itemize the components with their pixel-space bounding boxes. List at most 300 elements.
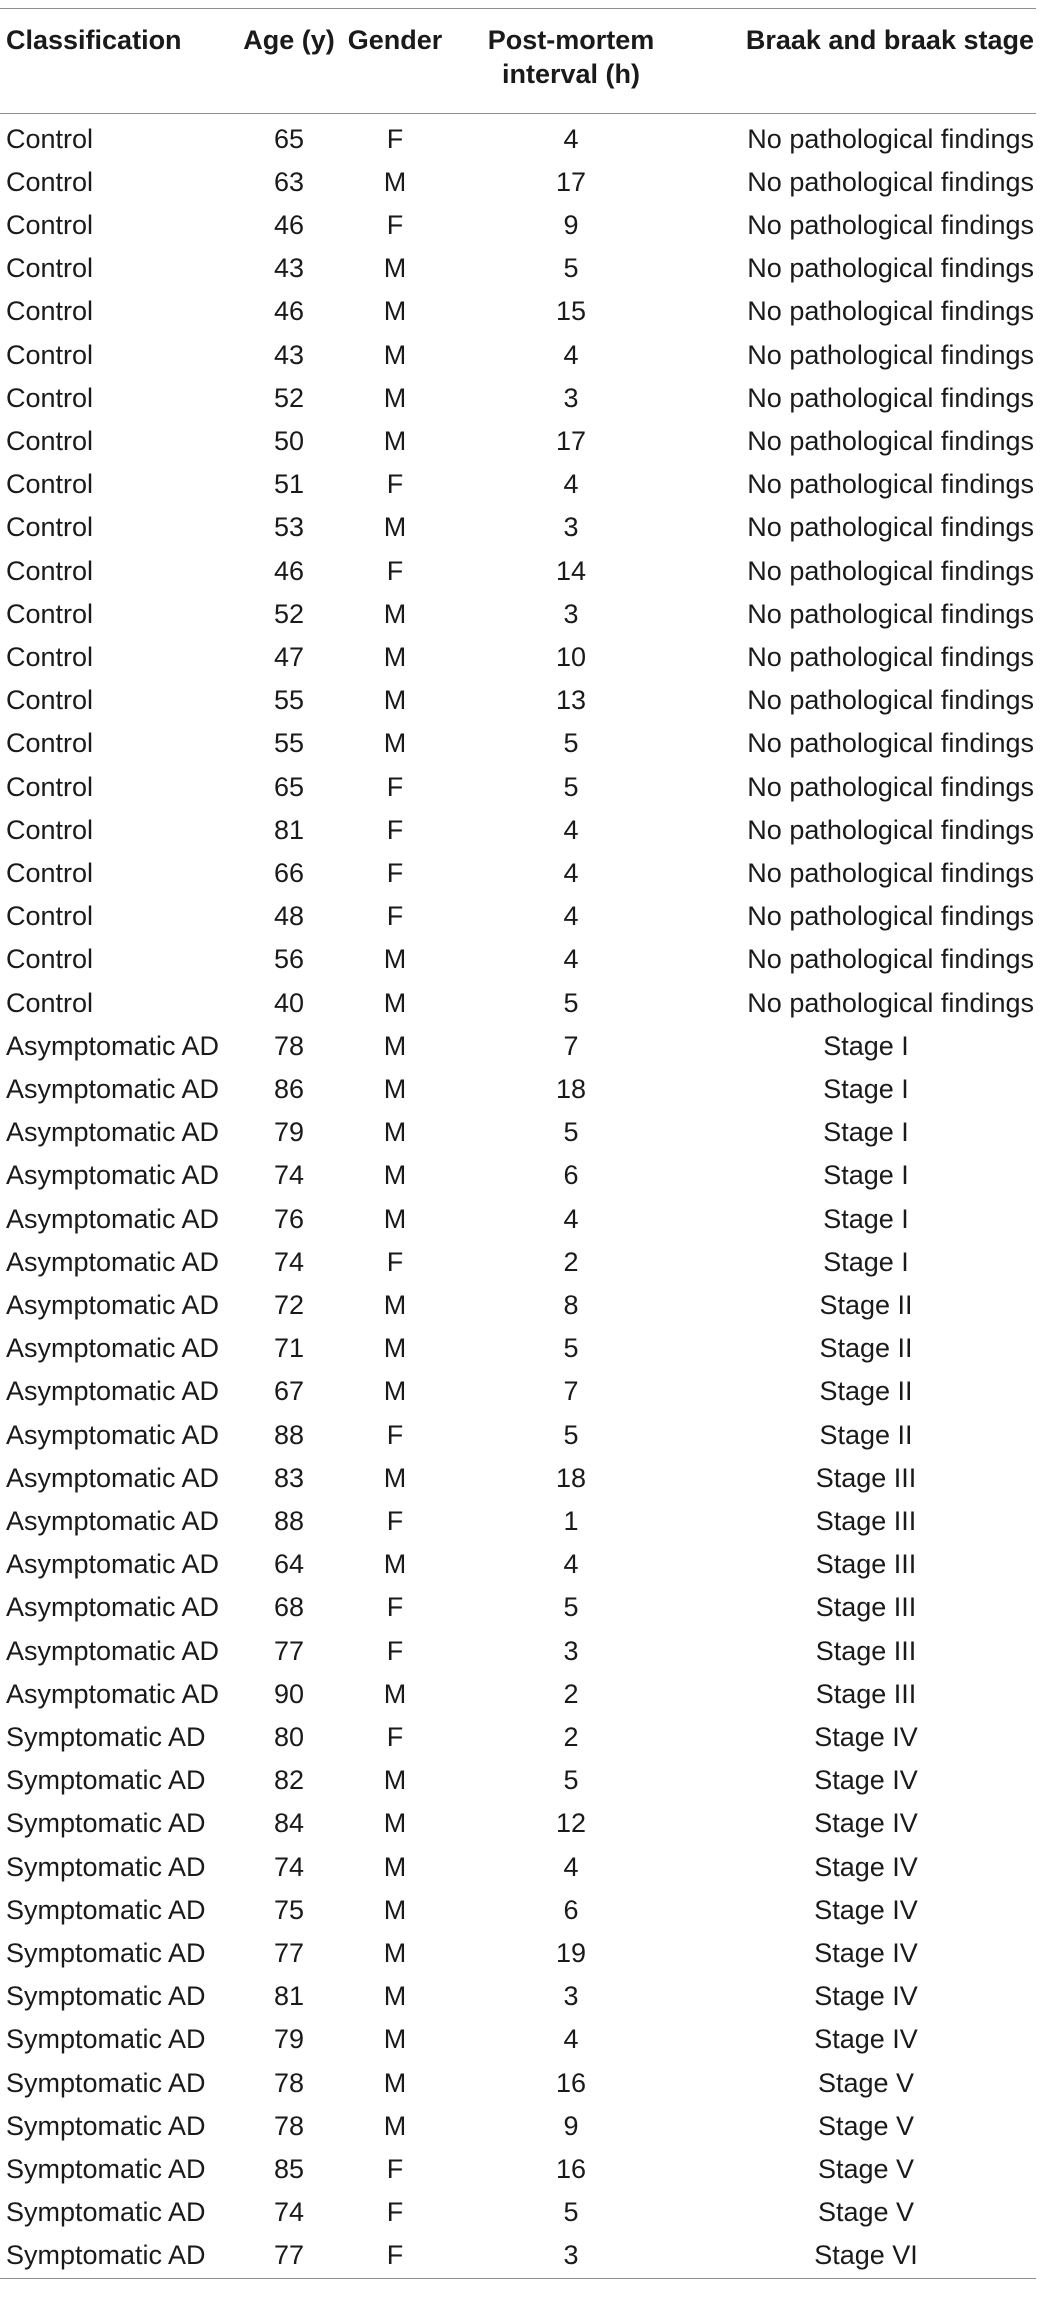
cell-gender: F: [386, 555, 404, 586]
cell-classification: Control: [6, 598, 94, 629]
cell-post-mortem-interval: 5: [563, 771, 579, 802]
table-row: [0, 809, 1036, 852]
table-row: [0, 1370, 1036, 1413]
table-row: [0, 1630, 1036, 1673]
header-age: Age (y): [234, 9, 344, 113]
cell-post-mortem-interval: 3: [563, 382, 579, 413]
cell-classification: Symptomatic AD: [6, 1894, 206, 1925]
cell-gender: M: [383, 166, 407, 197]
cell-age: 77: [273, 1938, 305, 1969]
cell-post-mortem-interval: 5: [563, 1419, 579, 1450]
cell-age: 88: [273, 1419, 305, 1450]
cell-classification: Control: [6, 469, 94, 500]
cell-gender: M: [383, 1765, 407, 1796]
cell-age: 74: [273, 1160, 305, 1191]
cell-classification: Asymptomatic AD: [6, 1635, 220, 1666]
cell-gender: F: [386, 814, 404, 845]
table-row: [0, 722, 1036, 765]
cell-braak-stage: Stage V: [817, 2067, 915, 2098]
cell-post-mortem-interval: 16: [555, 2067, 587, 2098]
cell-gender: M: [383, 641, 407, 672]
cell-braak-stage: No pathological findings: [747, 901, 1034, 932]
table-row: [0, 1673, 1036, 1716]
cell-age: 55: [273, 728, 305, 759]
cell-braak-stage: Stage II: [819, 1419, 913, 1450]
cell-braak-stage: Stage I: [823, 1073, 909, 1104]
cell-gender: M: [383, 2024, 407, 2055]
table-row: [0, 463, 1036, 506]
cell-gender: M: [383, 2110, 407, 2141]
cell-braak-stage: Stage IV: [814, 1808, 918, 1839]
cell-post-mortem-interval: 4: [563, 944, 579, 975]
cell-braak-stage: Stage IV: [814, 1938, 918, 1969]
cell-classification: Symptomatic AD: [6, 1981, 206, 2012]
cell-classification: Control: [6, 857, 94, 888]
cell-gender: M: [383, 1073, 407, 1104]
cell-age: 83: [273, 1462, 305, 1493]
table-row: [0, 1198, 1036, 1241]
cell-braak-stage: No pathological findings: [747, 425, 1034, 456]
cell-gender: M: [383, 1289, 407, 1320]
cell-age: 67: [273, 1376, 305, 1407]
cell-post-mortem-interval: 6: [563, 1894, 579, 1925]
table-body: [0, 113, 1036, 2278]
table-row: [0, 938, 1036, 981]
cell-classification: Symptomatic AD: [6, 2067, 206, 2098]
cell-gender: M: [383, 1678, 407, 1709]
cell-classification: Asymptomatic AD: [6, 1117, 220, 1148]
cell-braak-stage: Stage I: [823, 1030, 909, 1061]
cell-braak-stage: Stage III: [815, 1549, 917, 1580]
table-row: [0, 895, 1036, 938]
cell-braak-stage: Stage III: [815, 1592, 917, 1623]
cell-age: 46: [273, 555, 305, 586]
table-row: [0, 1457, 1036, 1500]
cell-classification: Symptomatic AD: [6, 1851, 206, 1882]
cell-gender: M: [383, 296, 407, 327]
cell-post-mortem-interval: 17: [555, 166, 587, 197]
cell-post-mortem-interval: 4: [563, 469, 579, 500]
cell-braak-stage: Stage II: [819, 1376, 913, 1407]
cell-age: 51: [273, 469, 305, 500]
cell-classification: Control: [6, 944, 94, 975]
cell-age: 43: [273, 253, 305, 284]
cell-age: 79: [273, 2024, 305, 2055]
cell-braak-stage: Stage I: [823, 1160, 909, 1191]
cell-gender: F: [386, 1722, 404, 1753]
cell-classification: Asymptomatic AD: [6, 1160, 220, 1191]
cell-post-mortem-interval: 4: [563, 901, 579, 932]
cell-post-mortem-interval: 14: [555, 555, 587, 586]
cell-classification: Symptomatic AD: [6, 2240, 206, 2271]
cell-post-mortem-interval: 2: [563, 1678, 579, 1709]
cell-classification: Control: [6, 771, 94, 802]
header-pmi-line2: interval (h): [501, 59, 641, 89]
table-row: [0, 679, 1036, 722]
table-row: [0, 1241, 1036, 1284]
cell-braak-stage: No pathological findings: [747, 944, 1034, 975]
cell-braak-stage: No pathological findings: [747, 296, 1034, 327]
cell-post-mortem-interval: 3: [563, 1635, 579, 1666]
cell-classification: Control: [6, 339, 94, 370]
cell-post-mortem-interval: 18: [555, 1073, 587, 1104]
cell-braak-stage: No pathological findings: [747, 857, 1034, 888]
cell-gender: F: [386, 123, 404, 154]
table-row: [0, 1889, 1036, 1932]
header-braak-stage: Braak and braak stage: [696, 9, 1036, 113]
table-row: [0, 982, 1036, 1025]
cell-classification: Asymptomatic AD: [6, 1506, 220, 1536]
cell-age: 80: [273, 1722, 305, 1753]
cell-braak-stage: Stage IV: [814, 1851, 918, 1882]
table-row: [0, 766, 1036, 809]
cell-post-mortem-interval: 3: [563, 512, 579, 543]
header-classification: Classification: [0, 9, 234, 113]
cell-classification: Symptomatic AD: [6, 2154, 206, 2185]
cell-post-mortem-interval: 18: [555, 1462, 587, 1493]
table-row: [0, 2018, 1036, 2061]
table-row: [0, 1500, 1036, 1543]
cell-gender: F: [386, 901, 404, 932]
cell-gender: F: [386, 771, 404, 802]
cell-post-mortem-interval: 7: [563, 1376, 579, 1407]
cell-classification: Control: [6, 296, 94, 327]
cell-gender: M: [383, 728, 407, 759]
table-row: [0, 334, 1036, 377]
cell-age: 64: [273, 1549, 305, 1580]
cell-age: 43: [273, 339, 305, 370]
table-row: [0, 290, 1036, 333]
cell-post-mortem-interval: 17: [555, 425, 587, 456]
cell-age: 52: [273, 382, 305, 413]
cell-gender: M: [383, 1160, 407, 1191]
cell-classification: Symptomatic AD: [6, 1765, 206, 1796]
cell-age: 86: [273, 1073, 305, 1104]
cell-braak-stage: Stage III: [815, 1635, 917, 1666]
cell-gender: M: [383, 1203, 407, 1234]
cell-age: 74: [273, 1851, 305, 1882]
cell-braak-stage: Stage I: [823, 1117, 909, 1148]
cell-classification: Symptomatic AD: [6, 2024, 206, 2055]
cell-braak-stage: Stage III: [815, 1506, 917, 1536]
cell-post-mortem-interval: 5: [563, 1333, 579, 1364]
cell-classification: Asymptomatic AD: [6, 1333, 220, 1364]
cell-post-mortem-interval: 8: [563, 1289, 579, 1320]
cell-classification: Control: [6, 555, 94, 586]
table-row: [0, 377, 1036, 420]
cell-age: 55: [273, 685, 305, 716]
table-row: [0, 113, 1036, 161]
cell-classification: Control: [6, 901, 94, 932]
cell-age: 79: [273, 1117, 305, 1148]
cell-age: 46: [273, 209, 305, 240]
cell-age: 77: [273, 2240, 305, 2271]
header-gender: Gender: [344, 9, 446, 113]
cell-classification: Asymptomatic AD: [6, 1549, 220, 1580]
cell-classification: Control: [6, 253, 94, 284]
cell-post-mortem-interval: 4: [563, 339, 579, 370]
table-row: [0, 247, 1036, 290]
cell-classification: Control: [6, 209, 94, 240]
cell-gender: M: [383, 944, 407, 975]
cell-braak-stage: No pathological findings: [747, 253, 1034, 284]
table-row: [0, 2105, 1036, 2148]
table-row: [0, 2234, 1036, 2277]
table-row: [0, 1327, 1036, 1370]
cell-post-mortem-interval: 3: [563, 2240, 579, 2271]
cell-braak-stage: No pathological findings: [747, 166, 1034, 197]
cell-post-mortem-interval: 5: [563, 253, 579, 284]
cell-post-mortem-interval: 4: [563, 857, 579, 888]
cell-gender: M: [383, 598, 407, 629]
cell-age: 52: [273, 598, 305, 629]
cell-classification: Symptomatic AD: [6, 1938, 206, 1969]
cell-braak-stage: Stage II: [819, 1333, 913, 1364]
cell-post-mortem-interval: 5: [563, 2197, 579, 2228]
table-row: [0, 852, 1036, 895]
cell-braak-stage: No pathological findings: [747, 512, 1034, 543]
cell-gender: M: [383, 512, 407, 543]
cell-gender: F: [386, 857, 404, 888]
header-row: [0, 9, 1036, 113]
cell-gender: F: [386, 1592, 404, 1623]
table-row: [0, 1543, 1036, 1586]
cell-age: 72: [273, 1289, 305, 1320]
cell-post-mortem-interval: 2: [563, 1246, 579, 1277]
table-row: [0, 1154, 1036, 1197]
cell-age: 56: [273, 944, 305, 975]
cell-braak-stage: Stage II: [819, 1289, 913, 1320]
table-row: [0, 1284, 1036, 1327]
cell-braak-stage: Stage III: [815, 1462, 917, 1493]
cell-post-mortem-interval: 5: [563, 1117, 579, 1148]
cell-age: 46: [273, 296, 305, 327]
table-row: [0, 1068, 1036, 1111]
cell-braak-stage: No pathological findings: [747, 987, 1034, 1018]
cell-braak-stage: No pathological findings: [747, 598, 1034, 629]
cell-classification: Control: [6, 123, 94, 154]
table-header: [0, 9, 1036, 113]
cell-age: 74: [273, 1246, 305, 1277]
cell-age: 78: [273, 1030, 305, 1061]
table-row: [0, 1716, 1036, 1759]
cell-post-mortem-interval: 7: [563, 1030, 579, 1061]
cell-post-mortem-interval: 2: [563, 1722, 579, 1753]
header-post-mortem-interval: [446, 9, 696, 113]
cell-braak-stage: Stage IV: [814, 1981, 918, 2012]
cell-age: 66: [273, 857, 305, 888]
cell-gender: M: [383, 1376, 407, 1407]
cell-post-mortem-interval: 4: [563, 1851, 579, 1882]
cell-age: 88: [273, 1506, 305, 1536]
cell-classification: Asymptomatic AD: [6, 1592, 220, 1623]
cell-age: 63: [273, 166, 305, 197]
table-row: [0, 506, 1036, 549]
cell-braak-stage: No pathological findings: [747, 641, 1034, 672]
cell-post-mortem-interval: 10: [555, 641, 587, 672]
cell-age: 40: [273, 987, 305, 1018]
cell-gender: F: [386, 1419, 404, 1450]
cell-classification: Asymptomatic AD: [6, 1462, 220, 1493]
cell-age: 84: [273, 1808, 305, 1839]
cell-classification: Asymptomatic AD: [6, 1376, 220, 1407]
cell-gender: M: [383, 1333, 407, 1364]
cell-age: 82: [273, 1765, 305, 1796]
cell-gender: M: [383, 253, 407, 284]
cell-braak-stage: No pathological findings: [747, 382, 1034, 413]
cell-classification: Symptomatic AD: [6, 2110, 206, 2141]
cell-age: 74: [273, 2197, 305, 2228]
cell-classification: Control: [6, 728, 94, 759]
cell-post-mortem-interval: 13: [555, 685, 587, 716]
cell-gender: F: [386, 1246, 404, 1277]
cell-post-mortem-interval: 4: [563, 814, 579, 845]
cell-gender: M: [383, 685, 407, 716]
cell-age: 78: [273, 2110, 305, 2141]
cell-classification: Control: [6, 814, 94, 845]
cell-classification: Control: [6, 382, 94, 413]
cell-gender: M: [383, 1808, 407, 1839]
cell-gender: F: [386, 469, 404, 500]
patient-table: [0, 9, 1036, 2278]
cell-gender: M: [383, 987, 407, 1018]
cell-braak-stage: Stage V: [817, 2197, 915, 2228]
cell-gender: M: [383, 1938, 407, 1969]
cell-post-mortem-interval: 4: [563, 1549, 579, 1580]
cell-classification: Asymptomatic AD: [6, 1678, 220, 1709]
header-pmi-line1: Post-mortem: [487, 25, 655, 55]
cell-age: 65: [273, 123, 305, 154]
cell-braak-stage: No pathological findings: [747, 771, 1034, 802]
cell-braak-stage: Stage V: [817, 2110, 915, 2141]
cell-post-mortem-interval: 5: [563, 1592, 579, 1623]
cell-braak-stage: No pathological findings: [747, 685, 1034, 716]
cell-gender: M: [383, 382, 407, 413]
cell-post-mortem-interval: 5: [563, 987, 579, 1018]
table-row: [0, 636, 1036, 679]
cell-braak-stage: Stage IV: [814, 1722, 918, 1753]
cell-age: 48: [273, 901, 305, 932]
cell-gender: M: [383, 1851, 407, 1882]
cell-gender: M: [383, 2067, 407, 2098]
cell-post-mortem-interval: 1: [563, 1506, 579, 1536]
cell-braak-stage: Stage I: [823, 1203, 909, 1234]
cell-braak-stage: Stage V: [817, 2154, 915, 2185]
cell-post-mortem-interval: 3: [563, 598, 579, 629]
cell-post-mortem-interval: 9: [563, 2110, 579, 2141]
cell-post-mortem-interval: 6: [563, 1160, 579, 1191]
cell-age: 53: [273, 512, 305, 543]
cell-post-mortem-interval: 9: [563, 209, 579, 240]
table-row: [0, 2062, 1036, 2105]
table-row: [0, 1025, 1036, 1068]
table-row: [0, 2191, 1036, 2234]
table-row: [0, 1759, 1036, 1802]
table-row: [0, 1802, 1036, 1845]
cell-braak-stage: No pathological findings: [747, 469, 1034, 500]
cell-classification: Control: [6, 166, 94, 197]
cell-gender: F: [386, 2154, 404, 2185]
cell-classification: Symptomatic AD: [6, 1722, 206, 1753]
cell-braak-stage: No pathological findings: [747, 814, 1034, 845]
cell-post-mortem-interval: 4: [563, 2024, 579, 2055]
cell-braak-stage: No pathological findings: [747, 728, 1034, 759]
table-row: [0, 1111, 1036, 1154]
cell-braak-stage: Stage III: [815, 1678, 917, 1709]
cell-age: 85: [273, 2154, 305, 2185]
cell-braak-stage: No pathological findings: [747, 209, 1034, 240]
cell-classification: Asymptomatic AD: [6, 1289, 220, 1320]
cell-classification: Symptomatic AD: [6, 2197, 206, 2228]
cell-age: 65: [273, 771, 305, 802]
table-row: [0, 1846, 1036, 1889]
cell-gender: F: [386, 1635, 404, 1666]
cell-classification: Control: [6, 685, 94, 716]
cell-gender: M: [383, 1981, 407, 2012]
cell-braak-stage: Stage IV: [814, 2024, 918, 2055]
cell-classification: Asymptomatic AD: [6, 1203, 220, 1234]
cell-braak-stage: No pathological findings: [747, 123, 1034, 154]
cell-braak-stage: No pathological findings: [747, 555, 1034, 586]
cell-braak-stage: Stage IV: [814, 1894, 918, 1925]
cell-age: 47: [273, 641, 305, 672]
cell-classification: Control: [6, 987, 94, 1018]
cell-classification: Control: [6, 641, 94, 672]
table-row: [0, 204, 1036, 247]
cell-age: 81: [273, 814, 305, 845]
table-row: [0, 2148, 1036, 2191]
cell-post-mortem-interval: 4: [563, 123, 579, 154]
table-row: [0, 420, 1036, 463]
table-row: [0, 161, 1036, 204]
cell-classification: Asymptomatic AD: [6, 1073, 220, 1104]
cell-gender: F: [386, 2240, 404, 2271]
cell-age: 78: [273, 2067, 305, 2098]
cell-classification: Control: [6, 512, 94, 543]
cell-age: 75: [273, 1894, 305, 1925]
cell-post-mortem-interval: 5: [563, 1765, 579, 1796]
cell-post-mortem-interval: 16: [555, 2154, 587, 2185]
cell-gender: M: [383, 1030, 407, 1061]
cell-age: 71: [273, 1333, 305, 1364]
cell-gender: M: [383, 1117, 407, 1148]
table-row: [0, 593, 1036, 636]
cell-post-mortem-interval: 5: [563, 728, 579, 759]
cell-classification: Control: [6, 425, 94, 456]
cell-age: 77: [273, 1635, 305, 1666]
cell-age: 81: [273, 1981, 305, 2012]
cell-braak-stage: Stage IV: [814, 1765, 918, 1796]
cell-gender: F: [386, 2197, 404, 2228]
cell-braak-stage: Stage I: [823, 1246, 909, 1277]
cell-post-mortem-interval: 15: [555, 296, 587, 327]
cell-age: 68: [273, 1592, 305, 1623]
table-row: [0, 1975, 1036, 2018]
table-row: [0, 550, 1036, 593]
cell-braak-stage: Stage VI: [814, 2240, 918, 2271]
cell-gender: M: [383, 1549, 407, 1580]
cell-classification: Asymptomatic AD: [6, 1030, 220, 1061]
cell-gender: M: [383, 339, 407, 370]
cell-gender: F: [386, 1506, 404, 1536]
cell-post-mortem-interval: 19: [555, 1938, 587, 1969]
cell-gender: M: [383, 1462, 407, 1493]
cell-post-mortem-interval: 3: [563, 1981, 579, 2012]
cell-post-mortem-interval: 12: [555, 1808, 587, 1839]
cell-gender: M: [383, 1894, 407, 1925]
table-row: [0, 1932, 1036, 1975]
cell-gender: F: [386, 209, 404, 240]
